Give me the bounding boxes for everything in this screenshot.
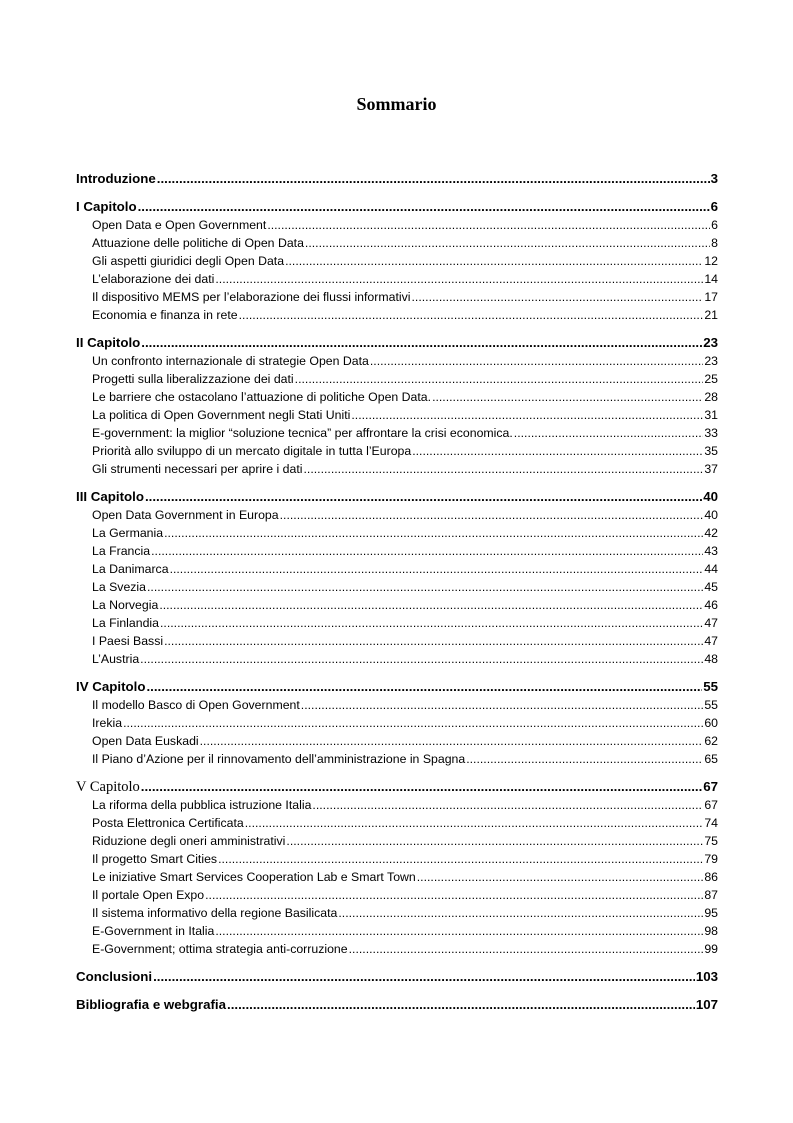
toc-entry-page: 99 xyxy=(704,942,718,956)
toc-section[interactable] xyxy=(76,750,718,768)
leader-dots xyxy=(151,542,703,560)
toc-entry-label: L’elaborazione dei dati xyxy=(92,272,215,286)
toc-entry-page: 14 xyxy=(704,272,718,286)
toc-entry-label: E-Government in Italia xyxy=(92,924,215,938)
toc-entry-page: 75 xyxy=(704,834,718,848)
leader-dots xyxy=(267,216,710,234)
toc-entry-label: Open Data Euskadi xyxy=(92,734,199,748)
toc-entry-page: 31 xyxy=(704,408,718,422)
toc-chapter-1[interactable] xyxy=(76,198,718,216)
toc-section[interactable] xyxy=(76,650,718,668)
toc-entry-page: 37 xyxy=(704,462,718,476)
leader-dots xyxy=(200,732,704,750)
toc-section[interactable] xyxy=(76,886,718,904)
toc-entry-label: La Norvegia xyxy=(92,598,159,612)
leader-dots xyxy=(141,778,702,796)
toc-entry-page: 40 xyxy=(704,508,718,522)
toc-entry-label: III Capitolo xyxy=(76,489,144,504)
toc-entry-page: 8 xyxy=(711,236,718,250)
toc-section[interactable] xyxy=(76,578,718,596)
leader-dots xyxy=(215,922,703,940)
leader-dots xyxy=(205,886,703,904)
toc-entry-label: Economia e finanza in rete xyxy=(92,308,238,322)
toc-entry-page: 28 xyxy=(704,390,718,404)
toc-entry-page: 42 xyxy=(704,526,718,540)
toc-entry-conclusioni[interactable] xyxy=(76,968,718,986)
toc-entry-page: 46 xyxy=(704,598,718,612)
toc-section[interactable] xyxy=(76,288,718,306)
toc-section[interactable] xyxy=(76,406,718,424)
toc-entry-page: 45 xyxy=(704,580,718,594)
leader-dots xyxy=(227,996,695,1014)
toc-section[interactable] xyxy=(76,614,718,632)
leader-dots xyxy=(304,460,704,478)
leader-dots xyxy=(432,388,703,406)
toc-entry-page: 47 xyxy=(704,634,718,648)
toc-section[interactable] xyxy=(76,796,718,814)
toc-section[interactable] xyxy=(76,424,718,442)
toc-entry-label: La Finlandia xyxy=(92,616,159,630)
leader-dots xyxy=(141,334,702,352)
toc-section[interactable] xyxy=(76,506,718,524)
toc-entry-page: 67 xyxy=(703,779,718,794)
toc-entry-page: 17 xyxy=(704,290,718,304)
leader-dots xyxy=(351,406,703,424)
toc-section[interactable] xyxy=(76,714,718,732)
toc-entry-page: 48 xyxy=(704,652,718,666)
toc-entry-label: Open Data Government in Europa xyxy=(92,508,279,522)
leader-dots xyxy=(411,288,703,306)
toc-entry-label: La riforma della pubblica istruzione Italia xyxy=(92,798,312,812)
toc-entry-page: 55 xyxy=(704,698,718,712)
toc-entry-page: 67 xyxy=(704,798,718,812)
toc-entry-page: 107 xyxy=(695,997,718,1012)
toc-entry-page: 33 xyxy=(704,426,718,440)
toc-entry-page: 55 xyxy=(703,679,718,694)
toc-section[interactable] xyxy=(76,832,718,850)
toc-entry-label: Gli strumenti necessari per aprire i dati xyxy=(92,462,303,476)
leader-dots xyxy=(412,442,703,460)
toc-entry-page: 25 xyxy=(704,372,718,386)
toc-section[interactable] xyxy=(76,460,718,478)
toc-chapter-4[interactable] xyxy=(76,678,718,696)
leader-dots xyxy=(145,488,702,506)
leader-dots xyxy=(312,796,703,814)
leader-dots xyxy=(305,234,710,252)
toc-entry-label: Irekia xyxy=(92,716,123,730)
toc-section[interactable] xyxy=(76,732,718,750)
leader-dots xyxy=(153,968,695,986)
leader-dots xyxy=(295,370,704,388)
leader-dots xyxy=(514,424,704,442)
toc-entry-label: Il portale Open Expo xyxy=(92,888,205,902)
toc-entry-label: I Paesi Bassi xyxy=(92,634,164,648)
toc-entry-label: Il Piano d’Azione per il rinnovamento dell’amministrazione in Spagna xyxy=(92,752,466,766)
toc-section[interactable] xyxy=(76,370,718,388)
leader-dots xyxy=(338,904,703,922)
toc-entry-label: La Francia xyxy=(92,544,151,558)
toc-entry-page: 95 xyxy=(704,906,718,920)
leader-dots xyxy=(285,252,703,270)
leader-dots xyxy=(164,632,703,650)
toc-entry-label: II Capitolo xyxy=(76,335,141,350)
toc-entry-page: 3 xyxy=(710,171,718,186)
toc-entry-page: 21 xyxy=(704,308,718,322)
toc-section[interactable] xyxy=(76,940,718,958)
toc-entry-label: Il progetto Smart Cities xyxy=(92,852,218,866)
toc-section[interactable] xyxy=(76,904,718,922)
toc-entry-label: Il modello Basco di Open Government xyxy=(92,698,300,712)
leader-dots xyxy=(160,614,703,632)
leader-dots xyxy=(159,596,703,614)
toc-entry-page: 79 xyxy=(704,852,718,866)
leader-dots xyxy=(215,270,703,288)
toc-section[interactable] xyxy=(76,922,718,940)
toc-section[interactable] xyxy=(76,850,718,868)
leader-dots xyxy=(239,306,704,324)
toc-section[interactable] xyxy=(76,352,718,370)
toc-entry-label: La Germania xyxy=(92,526,164,540)
toc-entry-label: Il sistema informativo della regione Basilicata xyxy=(92,906,338,920)
toc-entry-label: L’Austria xyxy=(92,652,140,666)
toc-entry-page: 87 xyxy=(704,888,718,902)
toc-entry-label: La politica di Open Government negli Stati Uniti xyxy=(92,408,351,422)
toc-section[interactable] xyxy=(76,234,718,252)
toc-section[interactable] xyxy=(76,868,718,886)
toc-entry-label: Priorità allo sviluppo di un mercato digitale in tutta l’Europa xyxy=(92,444,412,458)
toc-entry-page: 12 xyxy=(704,254,718,268)
toc-entry-page: 43 xyxy=(704,544,718,558)
toc-entry-label: I Capitolo xyxy=(76,199,137,214)
toc-chapter-2[interactable] xyxy=(76,334,718,352)
leader-dots xyxy=(286,832,703,850)
toc-entry-label: Riduzione degli oneri amministrativi xyxy=(92,834,286,848)
toc-entry-label: E-Government; ottima strategia anti-corruzione xyxy=(92,942,348,956)
toc-entry-page: 44 xyxy=(704,562,718,576)
leader-dots xyxy=(349,940,704,958)
toc-entry-label: Il dispositivo MEMS per l’elaborazione dei flussi informativi xyxy=(92,290,411,304)
toc-entry-label: V Capitolo xyxy=(76,779,140,795)
toc-entry-label: Bibliografia e webgrafia xyxy=(76,997,226,1012)
toc-section[interactable] xyxy=(76,560,718,578)
leader-dots xyxy=(245,814,704,832)
toc-section[interactable] xyxy=(76,252,718,270)
toc-section[interactable] xyxy=(76,388,718,406)
toc-section[interactable] xyxy=(76,632,718,650)
toc-entry-label: Le iniziative Smart Services Cooperation Lab e Smart Town xyxy=(92,870,416,884)
toc-section[interactable] xyxy=(76,696,718,714)
toc-entry-label: La Danimarca xyxy=(92,562,169,576)
toc-entry-page: 23 xyxy=(703,335,718,350)
toc-entry-page: 65 xyxy=(704,752,718,766)
leader-dots xyxy=(138,198,710,216)
leader-dots xyxy=(170,560,704,578)
toc-entry-label: Conclusioni xyxy=(76,969,153,984)
toc-section[interactable] xyxy=(76,596,718,614)
toc-entry-page: 60 xyxy=(704,716,718,730)
leader-dots xyxy=(164,524,703,542)
toc-entry-label: Attuazione delle politiche di Open Data xyxy=(92,236,304,250)
toc-entry-label: Introduzione xyxy=(76,171,156,186)
toc-section[interactable] xyxy=(76,216,718,234)
toc-entry-page: 23 xyxy=(704,354,718,368)
toc-section[interactable] xyxy=(76,814,718,832)
toc-entry-label: La Svezia xyxy=(92,580,147,594)
page-title: Sommario xyxy=(356,94,437,114)
toc-entry-page: 103 xyxy=(695,969,718,984)
toc-section[interactable] xyxy=(76,442,718,460)
leader-dots xyxy=(301,696,704,714)
toc-entry-page: 98 xyxy=(704,924,718,938)
toc-entry-page: 86 xyxy=(704,870,718,884)
leader-dots xyxy=(466,750,703,768)
leader-dots xyxy=(146,678,702,696)
toc-section[interactable] xyxy=(76,306,718,324)
toc-section[interactable] xyxy=(76,542,718,560)
toc-entry-page: 6 xyxy=(710,199,718,214)
leader-dots xyxy=(157,170,710,188)
leader-dots xyxy=(280,506,704,524)
toc-entry-page: 40 xyxy=(703,489,718,504)
toc-entry-label: Progetti sulla liberalizzazione dei dati xyxy=(92,372,294,386)
toc-entry-label: E-government: la miglior “soluzione tecnica” per affrontare la crisi economica. xyxy=(92,426,513,440)
toc-entry-page: 62 xyxy=(704,734,718,748)
toc-entry-label: Posta Elettronica Certificata xyxy=(92,816,244,830)
leader-dots xyxy=(218,850,703,868)
toc-entry-page: 6 xyxy=(711,218,718,232)
toc-entry-page: 35 xyxy=(704,444,718,458)
toc-entry-label: Un confronto internazionale di strategie Open Data xyxy=(92,354,369,368)
toc-chapter-3[interactable] xyxy=(76,488,718,506)
leader-dots xyxy=(123,714,703,732)
toc-entry-introduzione[interactable] xyxy=(76,170,718,188)
table-of-contents xyxy=(76,170,718,1014)
leader-dots xyxy=(370,352,703,370)
toc-entry-page: 74 xyxy=(704,816,718,830)
toc-entry-label: Open Data e Open Government xyxy=(92,218,267,232)
leader-dots xyxy=(417,868,704,886)
leader-dots xyxy=(147,578,703,596)
toc-chapter-5[interactable] xyxy=(76,778,718,796)
toc-entry-page: 47 xyxy=(704,616,718,630)
toc-section[interactable] xyxy=(76,270,718,288)
toc-entry-label: Gli aspetti giuridici degli Open Data xyxy=(92,254,285,268)
toc-entry-bibliografia[interactable] xyxy=(76,996,718,1014)
toc-entry-label: Le barriere che ostacolano l’attuazione di politiche Open Data. xyxy=(92,390,432,404)
toc-section[interactable] xyxy=(76,524,718,542)
toc-entry-label: IV Capitolo xyxy=(76,679,146,694)
leader-dots xyxy=(140,650,703,668)
